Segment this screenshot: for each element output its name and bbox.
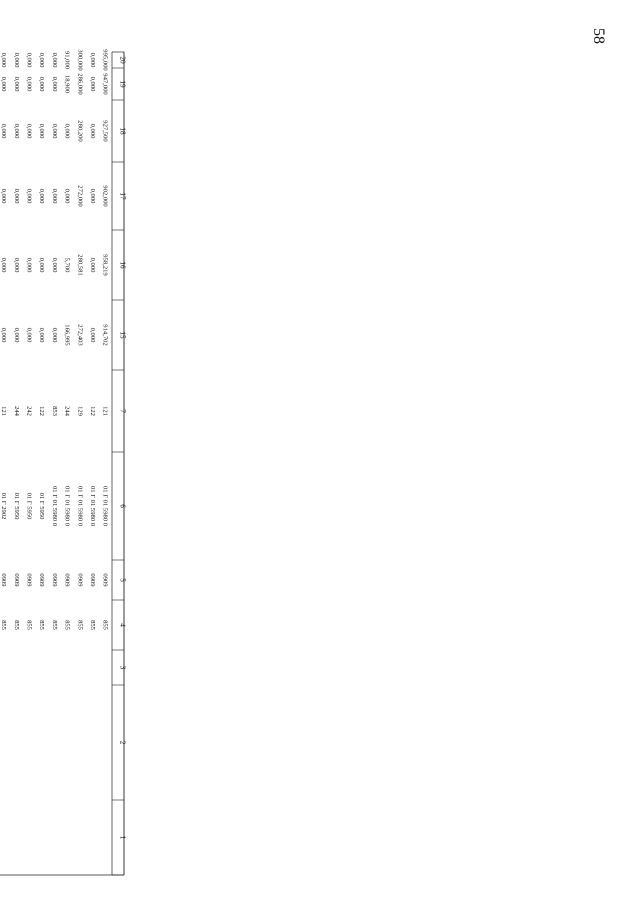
table-cell: 0,000: [50, 123, 58, 139]
column-header: 4: [118, 623, 127, 627]
table-cell: 300,000: [76, 49, 84, 71]
table-cell: 0,000: [0, 327, 8, 343]
table-cell: 914,702: [101, 324, 109, 346]
table-cell: 01 Г 01 5980 0: [101, 485, 109, 527]
table-cell: 5,700: [63, 257, 71, 273]
table-cell: 0,000: [50, 257, 58, 273]
table-cell: 0909: [63, 573, 71, 587]
column-header: 1: [118, 835, 127, 840]
column-header: 18: [118, 127, 127, 135]
table-cell: 0,000: [25, 52, 33, 68]
table-cell: 0909: [88, 573, 96, 587]
table-cell: 272,403: [76, 324, 84, 346]
table-cell: 0,000: [88, 188, 96, 204]
column-header: 16: [118, 261, 127, 269]
column-header: 3: [118, 665, 127, 670]
table-cell: 0,000: [88, 327, 96, 343]
table-cell: 0,000: [12, 76, 20, 92]
table-cell: 0,000: [0, 188, 8, 204]
table-cell: 0,000: [12, 52, 20, 68]
table-cell: 01 Г 5950: [25, 492, 33, 520]
table-cell: 0,000: [0, 257, 8, 273]
table-cell: 01 Г 2902: [0, 492, 8, 520]
table-cell: 0,000: [63, 123, 71, 139]
table-cell: 0,000: [50, 52, 58, 68]
page-number: 58: [590, 28, 607, 44]
table-cell: 0,000: [25, 76, 33, 92]
table-cell: 0,000: [12, 188, 20, 204]
table-cell: 280,581: [76, 254, 84, 276]
table-cell: 0,000: [12, 123, 20, 139]
table-cell: 0,000: [88, 257, 96, 273]
table-cell: 286,000: [76, 73, 84, 95]
table-cell: 0909: [76, 573, 84, 587]
table-cell: 855: [76, 620, 84, 630]
table-cell: 01 Г 5950: [38, 492, 46, 520]
table-cell: 0,000: [38, 188, 46, 204]
table-cell: 0909: [38, 573, 46, 587]
table-cell: 0,000: [0, 123, 8, 139]
table-cell: 129: [76, 406, 84, 416]
table-cell: 855: [101, 620, 109, 630]
table-cell: 0,000: [88, 76, 96, 92]
table-cell: 0,000: [25, 257, 33, 273]
table-cell: 0,000: [88, 123, 96, 139]
table-cell: 0,000: [38, 327, 46, 343]
table-cell: 0909: [25, 573, 33, 587]
table-cell: 958,219: [101, 254, 109, 276]
table-cell: 855: [63, 620, 71, 630]
table-cell: 91,000: [63, 50, 71, 70]
table-cell: 0,000: [25, 327, 33, 343]
table-cell: 0,000: [50, 188, 58, 204]
table-cell: 0909: [50, 573, 58, 587]
table-cell: 244: [12, 406, 20, 416]
table-cell: 0909: [0, 573, 8, 587]
column-header: 5: [118, 578, 127, 582]
column-header: 20: [118, 56, 127, 64]
table-cell: 01 Г 01 5980 0: [76, 485, 84, 527]
table-cell: 0,000: [25, 123, 33, 139]
table-cell: 0,000: [50, 76, 58, 92]
table-cell: 01 Г 01 5980 0: [50, 485, 58, 527]
table-cell: 0909: [12, 573, 20, 587]
table-cell: 122: [38, 406, 46, 416]
column-header: 19: [118, 80, 127, 88]
column-header: 7: [118, 409, 127, 413]
table-cell: 0,000: [88, 52, 96, 68]
table-cell: 244: [63, 406, 71, 416]
table-cell: 242: [25, 406, 33, 416]
table-cell: 927,500: [101, 120, 109, 142]
table-cell: 166,995: [63, 324, 71, 346]
table-cell: 0,000: [0, 76, 8, 92]
table-cell: 0,000: [38, 76, 46, 92]
table-cell: 01 Г 01 5980 0: [88, 485, 96, 527]
table-cell: 855: [50, 620, 58, 630]
table-cell: 0,000: [38, 123, 46, 139]
table-cell: 121: [0, 406, 8, 416]
table-cell: 280,200: [76, 120, 84, 142]
table-cell: 01 Г 5950: [12, 492, 20, 520]
table-cell: 855: [12, 620, 20, 630]
table-cell: 272,000: [76, 185, 84, 207]
table-cell: 855: [25, 620, 33, 630]
table-cell: 855: [38, 620, 46, 630]
column-header: 15: [118, 331, 127, 339]
table-cell: 995,000: [101, 49, 109, 71]
table-cell: 0,000: [12, 257, 20, 273]
table-cell: 0,000: [12, 327, 20, 343]
table-cell: 0909: [101, 573, 109, 587]
column-header: 6: [118, 504, 127, 508]
table-cell: 855: [0, 620, 8, 630]
table-cell: 0,000: [25, 188, 33, 204]
column-header: 17: [118, 192, 127, 200]
table-cell: 121: [101, 406, 109, 416]
table-cell: 0,000: [0, 52, 8, 68]
table-cell: 902,000: [101, 185, 109, 207]
table-cell: 0,000: [38, 52, 46, 68]
table-cell: 01 Г 01 5980 0: [63, 485, 71, 527]
column-header: 2: [118, 740, 127, 745]
table-cell: 18,900: [63, 74, 71, 94]
table-cells: [0, 45, 127, 840]
table-cell: 947,000: [101, 73, 109, 95]
table-cell: 853: [50, 406, 58, 416]
table-cell: 0,000: [63, 188, 71, 204]
table-cell: 855: [88, 620, 96, 630]
table-cell: 0,000: [50, 327, 58, 343]
table-grid: [0, 52, 124, 875]
table-cell: 0,000: [38, 257, 46, 273]
table-cell: 122: [88, 406, 96, 416]
